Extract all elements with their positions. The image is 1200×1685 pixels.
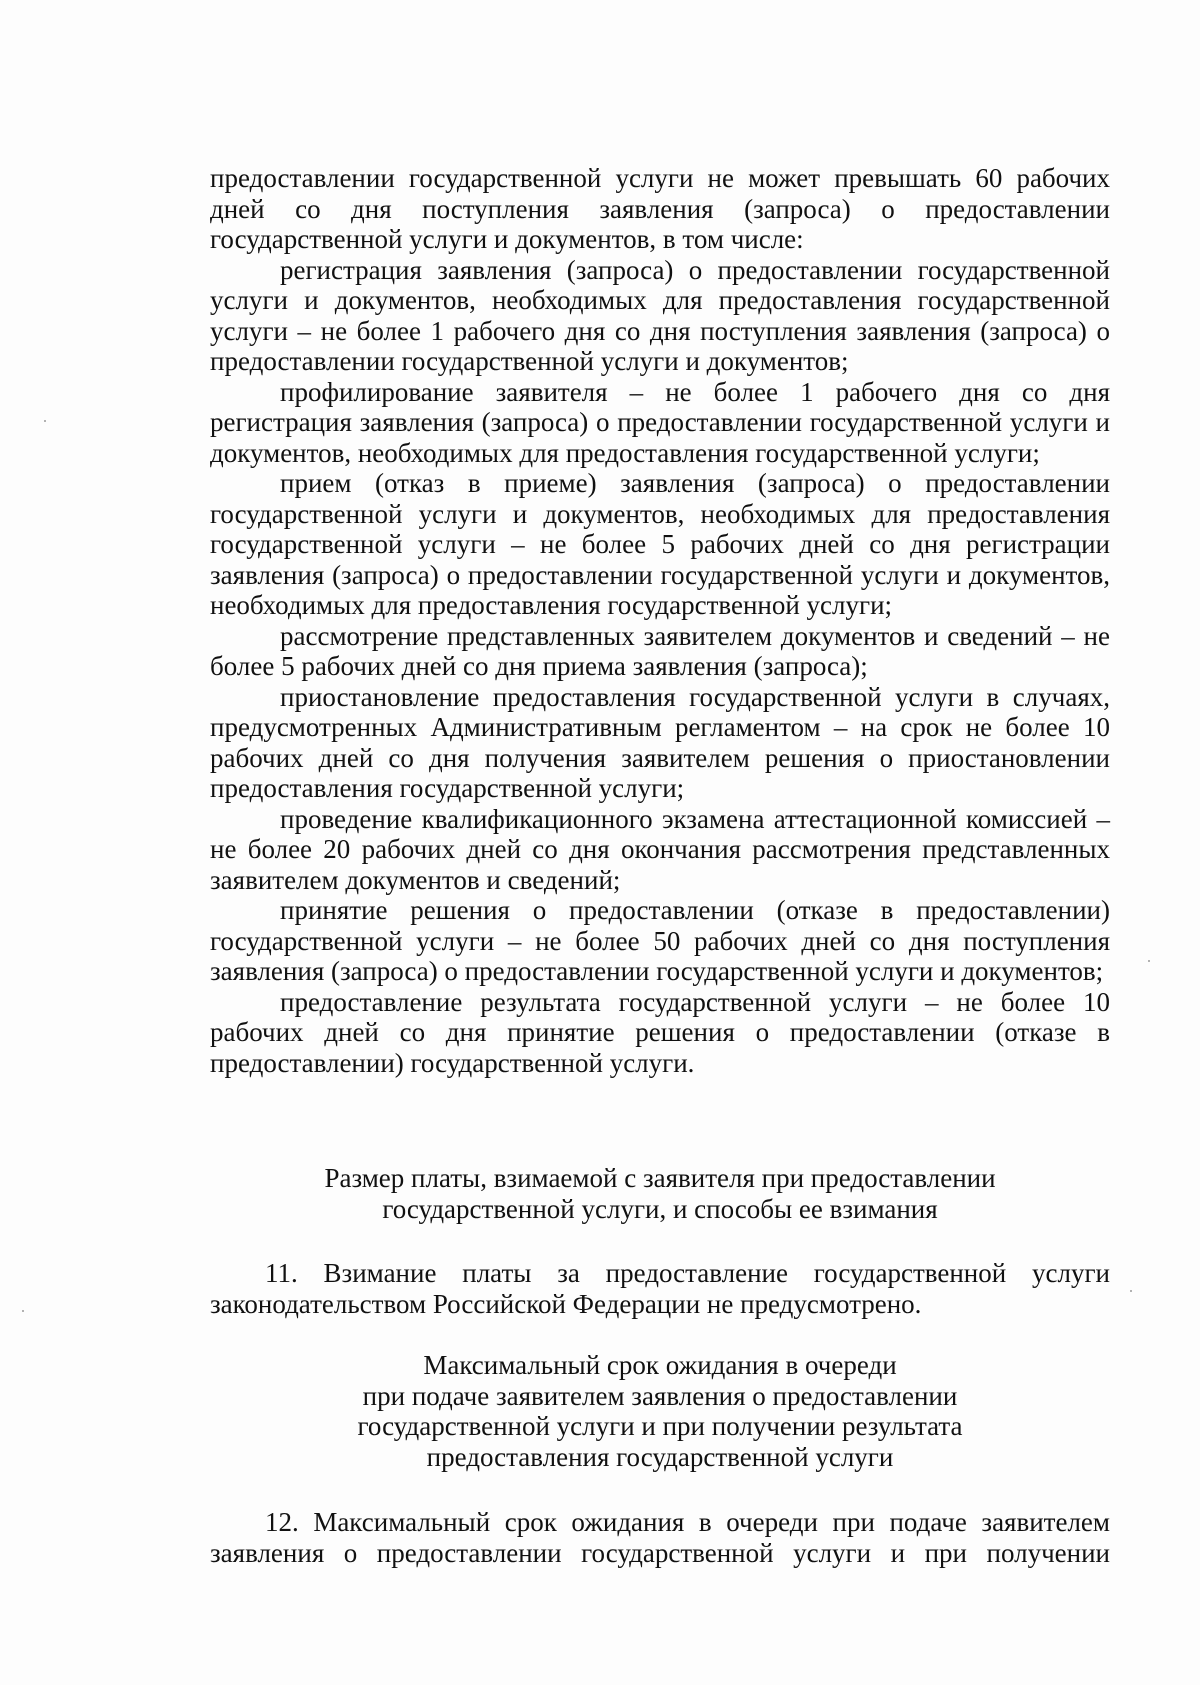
paragraph-12: 12. Максимальный срок ожидания в очереди при подаче заявителем заявления о предоставлении государственной услуги и при получении: [210, 1507, 1110, 1568]
section-heading-fee: [210, 1163, 1110, 1224]
section-heading-queue: [210, 1350, 1110, 1472]
fee-section: [210, 1258, 1110, 1319]
paragraph-registration: регистрация заявления (запроса) о предоставлении государственной услуги и документов, необходимых для предоставления государственной услуги – не более 1 рабочего дня со дня поступления заявления (запроса) о предоставлении государственной услуги и документов;: [210, 254, 1110, 376]
heading-line: при подаче заявителем заявления о предоставлении: [362, 1380, 958, 1411]
scan-speck: [44, 420, 46, 422]
paragraph-decision: принятие решения о предоставлении (отказе в предоставлении) государственной услуги – не более 50 рабочих дней со дня поступления заявления (запроса) о предоставлении государственной услуги и документов;: [210, 895, 1110, 986]
heading-line: Размер платы, взимаемой с заявителя при предоставлении: [324, 1163, 996, 1193]
scan-speck: [1148, 960, 1150, 962]
scan-speck: [22, 1310, 24, 1312]
heading-line: государственной услуги, и способы ее взимания: [382, 1193, 938, 1224]
scan-speck: [1130, 1290, 1132, 1292]
paragraph-intro: предоставлении государственной услуги не может превышать 60 рабочих дней со дня поступления заявления (запроса) о предоставлении государственной услуги и документов, в том числе:: [210, 163, 1110, 254]
paragraph-acceptance: прием (отказ в приеме) заявления (запроса) о предоставлении государственной услуги и документов, необходимых для предоставления государственной услуги – не более 5 рабочих дней со дня регистрации заявления (запроса) о предоставлении государственной услуги и документов, необходимых для предоставления государственной услуги;: [210, 468, 1110, 620]
paragraph-review: рассмотрение представленных заявителем документов и сведений – не более 5 рабочих дней со дня приема заявления (запроса);: [210, 620, 1110, 681]
heading-line: Максимальный срок ожидания в очереди: [423, 1350, 897, 1380]
paragraph-suspension: приостановление предоставления государственной услуги в случаях, предусмотренных Административным регламентом – на срок не более 10 рабочих дней со дня получения заявителем решения о приостановлении предоставления государственной услуги;: [210, 681, 1110, 803]
paragraph-11: 11. Взимание платы за предоставление государственной услуги законодательством Российской Федерации не предусмотрено.: [210, 1258, 1110, 1319]
queue-section: [210, 1507, 1110, 1568]
heading-line: государственной услуги и при получении результата: [357, 1411, 963, 1441]
paragraph-exam: проведение квалификационного экзамена аттестационной комиссией – не более 20 рабочих дней со дня окончания рассмотрения представленных заявителем документов и сведений;: [210, 803, 1110, 895]
service-timeline-section: [210, 163, 1110, 1078]
heading-line: предоставления государственной услуги: [426, 1441, 894, 1472]
paragraph-result: предоставление результата государственной услуги – не более 10 рабочих дней со дня принятие решения о предоставлении (отказе в предоставлении) государственной услуги.: [210, 986, 1110, 1078]
paragraph-profiling: профилирование заявителя – не более 1 рабочего дня со дня регистрация заявления (запроса) о предоставлении государственной услуги и документов, необходимых для предоставления государственной услуги;: [210, 376, 1110, 468]
